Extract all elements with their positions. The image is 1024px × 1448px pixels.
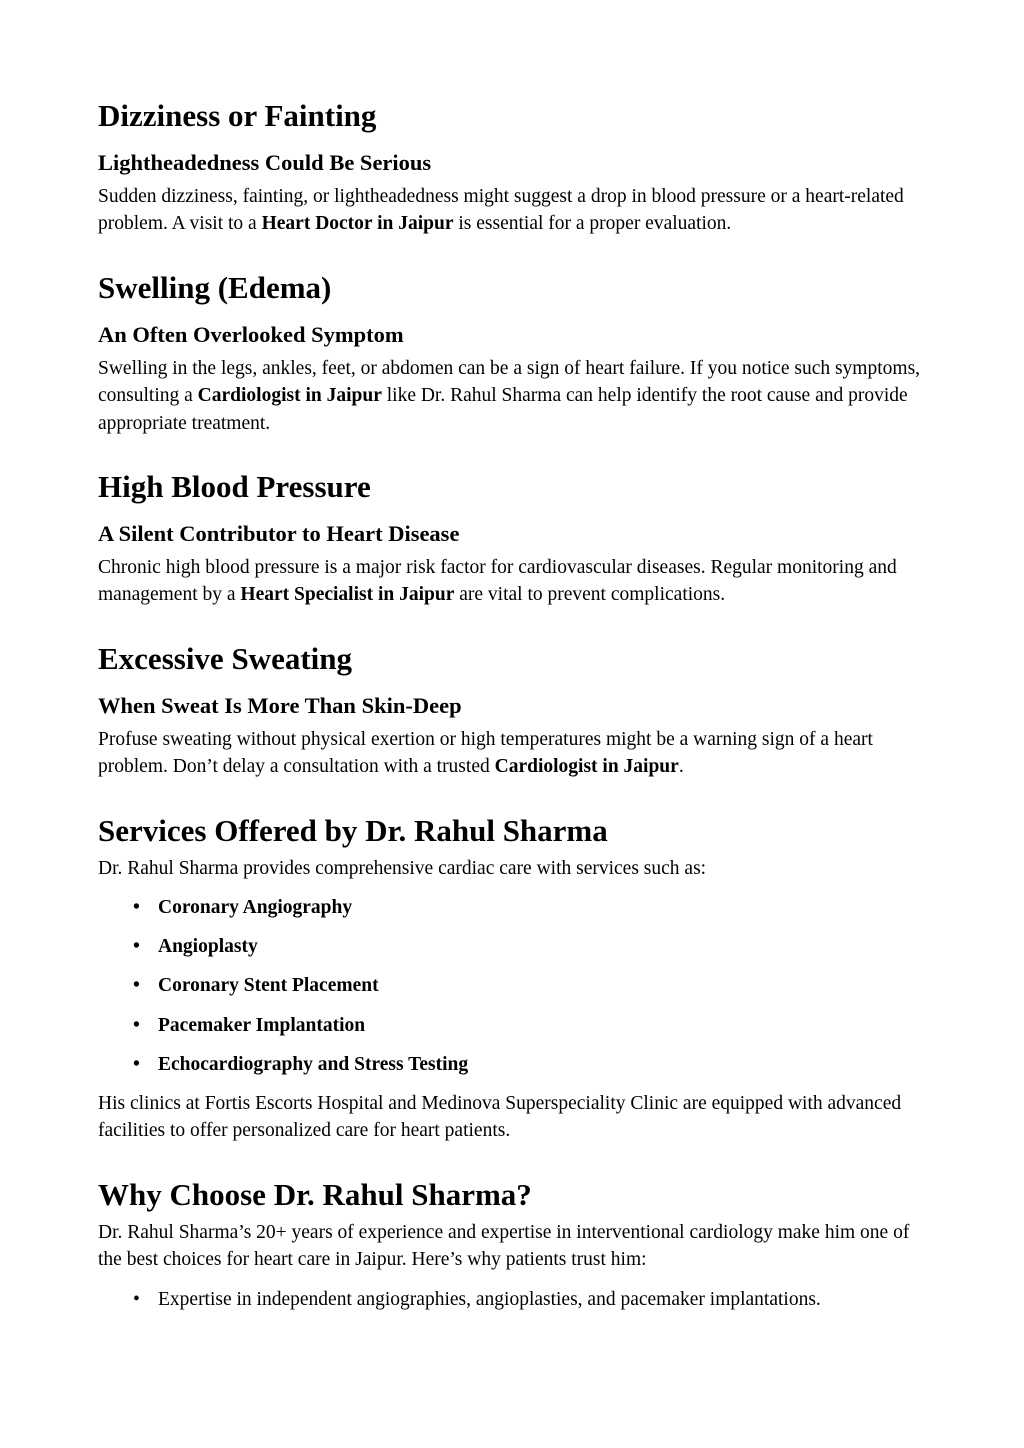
paragraph-text: Sudden dizziness, fainting, or lightheadedness might suggest a drop in blood pressure or a heart-related problem. A visit to a bbox=[98, 186, 904, 235]
paragraph-text: like Dr. Rahul Sharma can help identify the root cause and provide appropriate treatment. bbox=[98, 385, 908, 434]
section-heading: Swelling (Edema) bbox=[98, 269, 332, 305]
services-intro: Dr. Rahul Sharma provides comprehensive cardiac care with services such as: bbox=[98, 857, 707, 879]
paragraph-text: . bbox=[678, 756, 684, 778]
section-why-choose bbox=[98, 1176, 926, 1313]
section-heading: Why Choose Dr. Rahul Sharma? bbox=[98, 1176, 532, 1212]
section-swelling bbox=[98, 269, 926, 437]
section-dizziness bbox=[98, 97, 926, 238]
keyword-heart-specialist: Heart Specialist in Jaipur bbox=[240, 584, 455, 606]
paragraph-text: are vital to prevent complications. bbox=[454, 584, 726, 606]
list-item: • Coronary Stent Placement bbox=[133, 972, 926, 999]
section-subheading: When Sweat Is More Than Skin-Deep bbox=[98, 692, 462, 718]
section-subheading: An Often Overlooked Symptom bbox=[98, 321, 404, 347]
why-list bbox=[98, 1286, 926, 1313]
section-subheading: A Silent Contributor to Heart Disease bbox=[98, 521, 460, 547]
section-heading: Services Offered by Dr. Rahul Sharma bbox=[98, 812, 608, 848]
section-paragraph bbox=[98, 726, 926, 781]
why-intro: Dr. Rahul Sharma’s 20+ years of experience and expertise in interventional cardiology make him one of the best choices for heart care in Jaipur. Here’s why patients trust him: bbox=[98, 1221, 910, 1271]
section-heading: Dizziness or Fainting bbox=[98, 98, 377, 133]
section-high-blood-pressure bbox=[98, 468, 926, 609]
paragraph-text: Chronic high blood pressure is a major risk factor for cardiovascular diseases. Regular monitoring and management by a bbox=[98, 557, 897, 606]
section-paragraph bbox=[98, 554, 926, 609]
section-services bbox=[98, 812, 926, 1145]
services-outro: His clinics at Fortis Escorts Hospital and Medinova Superspeciality Clinic are equipped with advanced facilities to offer personalized care for heart patients. bbox=[98, 1093, 902, 1142]
list-item: • Pacemaker Implantation bbox=[133, 1012, 926, 1039]
paragraph-text: is essential for a proper evaluation. bbox=[453, 213, 732, 235]
section-heading: High Blood Pressure bbox=[98, 469, 371, 505]
section-excessive-sweating bbox=[98, 640, 926, 781]
list-item: • Coronary Angiography bbox=[133, 894, 926, 921]
section-subheading: Lightheadedness Could Be Serious bbox=[98, 150, 432, 175]
list-item: • Echocardiography and Stress Testing bbox=[133, 1051, 926, 1078]
paragraph-text: Profuse sweating without physical exertion or high temperatures might be a warning sign of a heart problem. Don’t delay a consultation with a trusted bbox=[98, 728, 873, 778]
paragraph-text: Swelling in the legs, ankles, feet, or abdomen can be a sign of heart failure. If you notice such symptoms, consulting a bbox=[98, 357, 921, 407]
section-heading: Excessive Sweating bbox=[98, 640, 353, 676]
section-paragraph bbox=[98, 183, 926, 238]
list-item: • Expertise in independent angiographies, angioplasties, and pacemaker implantations. bbox=[133, 1286, 926, 1313]
list-item: • Angioplasty bbox=[133, 933, 926, 960]
keyword-cardiologist: Cardiologist in Jaipur bbox=[494, 756, 679, 778]
keyword-cardiologist: Cardiologist in Jaipur bbox=[197, 385, 382, 407]
keyword-heart-doctor: Heart Doctor in Jaipur bbox=[261, 213, 454, 235]
services-list bbox=[98, 894, 926, 1078]
section-paragraph bbox=[98, 355, 926, 437]
